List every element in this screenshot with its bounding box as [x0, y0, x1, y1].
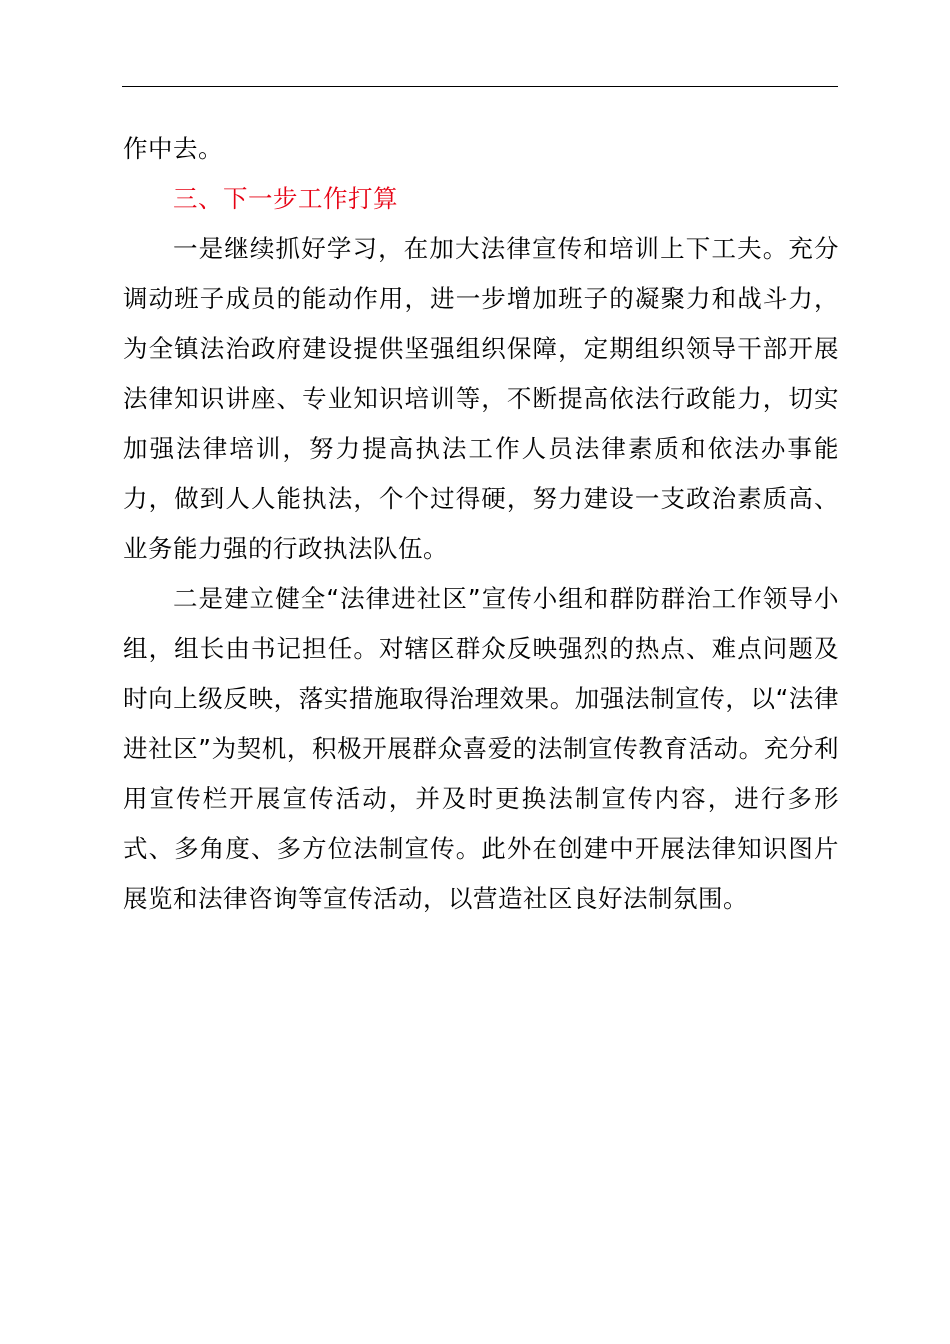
paragraph-1: 一是继续抓好学习，在加大法律宣传和培训上下工夫。充分调动班子成员的能动作用，进一步增加班子的凝聚力和战斗力，为全镇法治政府建设提供坚强组织保障，定期组织领导干部开展法律知识讲座、专业知识培训等，不断提高依法行政能力，切实加强法律培训，努力提高执法工作人员法律素质和依法办事能力，做到人人能执法，个个过得硬，努力建设一支政治素质高、业务能力强的行政执法队伍。 — [123, 234, 839, 563]
paragraph-2: 二是建立健全“法律进社区”宣传小组和群防群治工作领导小组，组长由书记担任。对辖区群众反映强烈的热点、难点问题及时向上级反映，落实措施取得治理效果。加强法制宣传，以“法律进社区”为契机，积极开展群众喜爱的法制宣传教育活动。充分利用宣传栏开展宣传活动，并及时更换法制宣传内容，进行多形式、多角度、多方位法制宣传。此外在创建中开展法律知识图片展览和法律咨询等宣传活动，以营造社区良好法制氛围。 — [123, 584, 839, 913]
document-body — [123, 124, 839, 924]
continuation-text: 作中去。 — [123, 134, 223, 163]
section-heading: 三、下一步工作打算 — [173, 184, 398, 213]
header-rule — [122, 86, 838, 87]
